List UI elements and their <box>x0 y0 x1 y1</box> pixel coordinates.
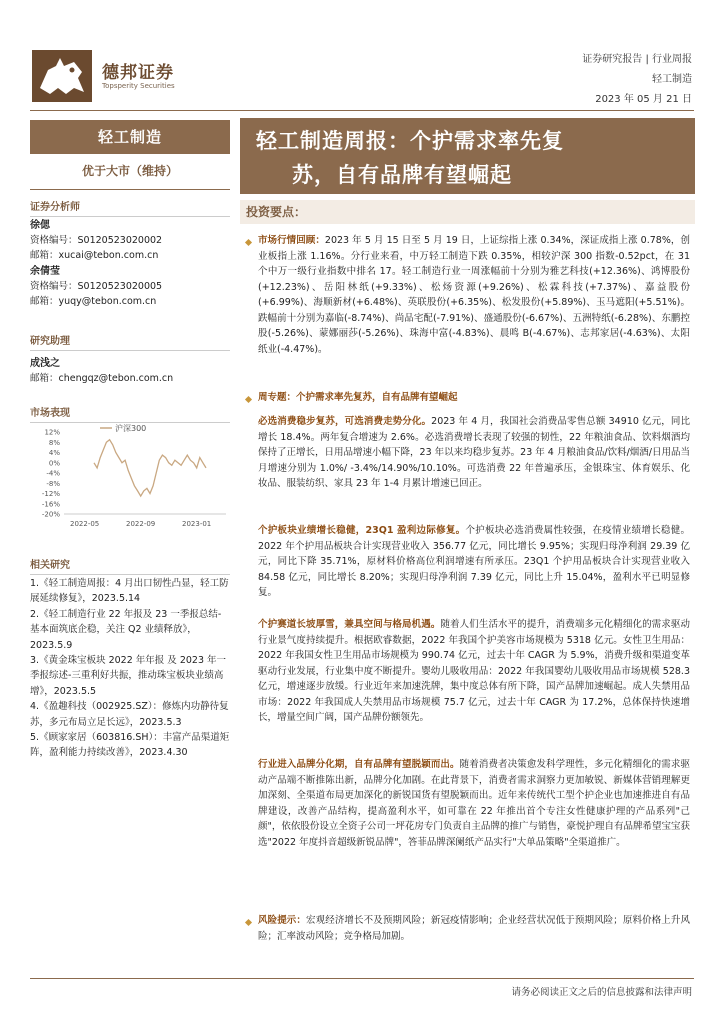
market-review-paragraph <box>258 233 690 357</box>
header-industry: 轻工制造 <box>652 74 692 85</box>
related-title: 相关研究 <box>30 556 230 575</box>
assistant-email[interactable]: 邮箱：chengqz@tebon.com.cn <box>30 373 174 384</box>
market-title: 市场表现 <box>30 404 230 423</box>
related-report-item[interactable]: 2.《轻工制造行业 22 年报及 23 一季报总结-基本面筑底企稳，关注 Q2 业绩释放》，2023.5.9 <box>30 608 222 651</box>
paragraph-heading: 必选消费稳步复苏，可选消费走势分化。 <box>258 416 432 427</box>
analysts-title: 证券分析师 <box>30 198 230 217</box>
y-tick-label: -4% <box>46 469 60 478</box>
paragraph-heading: 风险提示： <box>258 915 307 926</box>
paragraph-body: 宏观经济增长不及预期风险；新冠疫情影响；企业经营状况低于预期风险；原料价格上升风险；汇率波动风险；竞争格局加剧。 <box>258 915 690 942</box>
footer-disclaimer[interactable]: 请务必阅读正文之后的信息披露和法律声明 <box>511 987 692 998</box>
diamond-bullet-icon <box>245 919 252 926</box>
paragraph-body: 随着消费者决策愈发科学理性，多元化精细化的需求驱动产品端不断推陈出新，品牌分化加剧。在此背景下，消费者需求洞察力更加敏锐、新媒体营销理解更加深刻、全渠道布局更加深化的新锐国货有望脱颖而出。近年来传统代工型个护企业也加速推进自有品牌建设，改善产品结构，提高盈利水平，如可靠在 22 年推出首个专注女性健康护理的产品系列"己颜"，依依股份设立全资子公司一坪花房专门负责自主品牌的推广与销售，豪悦护理自有品牌希望宝宝获选"2022 年度抖音超级新锐品牌"，答菲品牌深阑纸产品实行"大单品策略"全渠道推广。 <box>258 759 690 848</box>
sector-label: 轻工制造 <box>30 120 230 154</box>
title-line-2: 苏，自有品牌有望崛起 <box>292 163 512 187</box>
report-title <box>240 118 695 194</box>
report-date: 2023 年 05 月 21 日 <box>595 94 692 105</box>
brand-differentiation-paragraph <box>258 757 690 850</box>
paragraph-heading: 个护板块业绩增长稳健，23Q1 盈利边际修复。 <box>258 525 466 536</box>
market-performance-chart <box>30 422 230 532</box>
key-points-title: 投资要点： <box>240 200 695 224</box>
related-reports-list <box>30 576 230 761</box>
x-tick-label: 2023-01 <box>182 520 212 528</box>
report-type: 证券研究报告 | 行业周报 <box>582 54 692 65</box>
title-line-1: 轻工制造周报：个护需求率先复 <box>256 129 564 153</box>
y-tick-label: 0% <box>48 459 60 468</box>
y-tick-label: 4% <box>48 449 60 457</box>
research-assistant <box>30 356 230 386</box>
y-tick-label: 12% <box>44 428 60 437</box>
assistant-name: 成浅之 <box>30 358 60 369</box>
related-report-item[interactable]: 1.《轻工制造周报：4 月出口韧性凸显，轻工防展延续修复》，2023.5.14 <box>30 578 229 605</box>
personal-care-paragraph <box>258 523 690 601</box>
analyst-2 <box>30 264 230 309</box>
analyst-1 <box>30 218 230 263</box>
paragraph-body: 随着人们生活水平的提升，消费端多元化精细化的需求驱动行业景气度持续提升。根据欧睿数据，2022 年我国个护美容市场规模为 5318 亿元。女性卫生用品：2022 年我国女性卫生用品市场规模为 990.74 亿元，过去十年 CAGR 为 5.9%，消费升级和渠道变革驱动行业发展，行业集中度不断提升。婴幼儿吸收用品：2022 年我国婴幼儿吸收用品市场规模 528.3 亿元，增速逐步放缓。行业近年来加速洗牌，集中度总体有所下降，国产品牌加速崛起。成人失禁用品市场：2022 年我国成人失禁用品市场规模 75.7 亿元，过去十年 CAGR 为 17.2%，总体保持快速增长，增量空间广阔，国产品牌份额领先。 <box>258 619 690 723</box>
track-opportunity-paragraph <box>258 617 690 726</box>
diamond-bullet-icon <box>245 239 252 246</box>
logo-chinese-name: 德邦证券 <box>102 63 174 83</box>
x-tick-label: 2022-05 <box>70 520 100 528</box>
x-axis-ticks <box>70 520 211 528</box>
related-report-item[interactable]: 5.《顾家家居（603816.SH）：丰富产品渠道矩阵，盈利能力持续改善》，2023.4.30 <box>30 732 230 759</box>
analyst-cert: 资格编号：S0120523020002 <box>30 235 163 246</box>
analyst-name: 余倩莹 <box>30 266 60 277</box>
related-report-item[interactable]: 4.《盈趣科技（002925.SZ）：修炼内功静待复苏，多元布局立足长远》，2023.5.3 <box>30 701 229 728</box>
header-divider <box>30 110 694 111</box>
y-tick-label: -20% <box>41 510 60 519</box>
series-line-hs300 <box>94 440 206 496</box>
y-axis-ticks <box>42 429 226 519</box>
rating-label: 优于大市（维持） <box>81 164 178 178</box>
topic-heading <box>258 390 690 406</box>
header-meta <box>582 50 692 90</box>
paragraph-body: 个护板块必选消费属性较强，在疫情业绩增长稳健。2022 年个护用品板块合计实现营业收入 356.77 亿元，同比增长 9.95%；实现归母净利润 29.39 亿元，同比下降 35.71%，原材料价格高位利润增速有所承压。23Q1 个护用品板块合计实现营业收入 84.58 亿元，同比增长 8.20%；实现归母净利润 7.39 亿元，同比上升 15.04%，盈利水平已明显修复。 <box>258 525 690 598</box>
y-tick-label: -12% <box>41 490 60 498</box>
y-tick-label: -8% <box>46 479 60 488</box>
bull-logo-icon <box>30 48 94 104</box>
company-logo <box>30 48 200 104</box>
y-tick-label: 8% <box>48 438 60 447</box>
logo-english-name: Topsperity Securities <box>102 82 175 90</box>
paragraph-heading: 行业进入品牌分化期，自有品牌有望脱颖而出。 <box>258 759 460 770</box>
paragraph-heading: 个护赛道长坡厚雪，兼具空间与格局机遇。 <box>258 619 441 630</box>
consumption-paragraph <box>258 414 690 492</box>
paragraph-heading: 市场行情回顾： <box>258 235 325 246</box>
related-report-item[interactable]: 3.《黄金珠宝板块 2022 年年报 及 2023 年一季报综述-三重利好共振，推动珠宝板块业绩高增》，2023.5.5 <box>30 655 227 697</box>
footer-divider <box>30 978 694 979</box>
analyst-name: 徐偲 <box>30 220 50 231</box>
analyst-email[interactable]: 邮箱：yuqy@tebon.com.cn <box>30 296 157 307</box>
paragraph-body: 2023 年 5 月 15 日至 5 月 19 日，上证综指上涨 0.34%，深证成指上涨 0.78%，创业板指上涨 1.16%。分行业来看，中万轻工制造下跌 0.35%，相较沪深 300 指数-0.52pct，在 31 个中万一级行业指数中排名 17。轻工制造行业一周涨幅前十分别为雅艺科技(+12.36%)、鸿博股份(+12.23%)、岳阳林纸(+9.33%)、松炀资源(+9.26%)、松霖科技(+7.37%)、嘉益股份(+6.99%)、海顺新材(+6.48%)、英联股份(+6.35%)、松发股份(+5.89%)、玉马遮阳(+5.51%)。跌幅前十分别为嘉临(-8.74%)、尚品宅配(-7.91%)、盛通股份(-6.67%)、五洲特纸(-6.28%)、东鹏控股(-5.26%)、蒙娜丽莎(-5.26%)、珠海中富(-4.83%)、晨鸣 B(-4.67%)、志邦家居(-4.63%)、太阳纸业(-4.47%)。 <box>258 235 690 355</box>
paragraph-body: 2023 年 4 月，我国社会消费品零售总额 34910 亿元，同比增长 18.4%。两年复合增速为 2.6%。必选消费增长表现了较强的韧性，22 年粮油食品、饮料烟酒均保持了正增长，日用品增速小幅下降，23 年以来均稳步复苏。23 年 4 月粮油食品/饮料/烟酒/日用品当月增速分别为 1.0%/ -3.4%/14.90%/10.10%。可选消费 22 年普遍承压，金银珠宝、体育娱乐、化妆品、服装纺织、家具 23 年 1-4 月累计增速已回正。 <box>258 416 690 489</box>
paragraph-heading: 周专题：个护需求率先复苏，自有品牌有望崛起 <box>258 392 458 403</box>
analyst-email[interactable]: 邮箱：xucai@tebon.com.cn <box>30 250 159 261</box>
rating-divider <box>30 189 230 190</box>
risk-paragraph <box>258 913 690 944</box>
analyst-cert: 资格编号：S0120523020005 <box>30 281 163 292</box>
legend-label: 沪深300 <box>115 424 147 433</box>
x-tick-label: 2022-09 <box>126 520 156 528</box>
diamond-bullet-icon <box>245 396 252 403</box>
assistant-title: 研究助理 <box>30 332 230 351</box>
y-tick-label: -16% <box>41 500 60 509</box>
